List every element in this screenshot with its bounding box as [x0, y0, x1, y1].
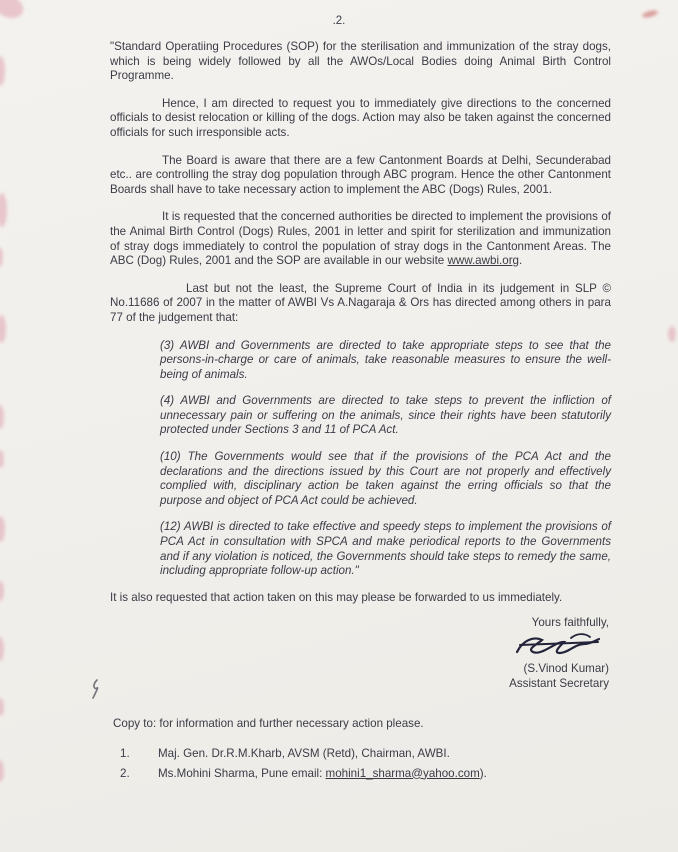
- scan-artifact: [0, 637, 4, 661]
- scan-artifact: [0, 56, 5, 86]
- scan-artifact: [0, 698, 4, 716]
- signature: [511, 631, 603, 661]
- copy-item-number: 1.: [120, 747, 130, 760]
- copy-item: [120, 747, 611, 762]
- valediction: Yours faithfully,: [531, 616, 609, 630]
- signature-block: [110, 615, 609, 691]
- closing-request: It is also requested that action taken on this may please be forwarded to us immediately.: [110, 590, 563, 604]
- scan-artifact: [668, 326, 676, 342]
- scan-artifact: [0, 581, 4, 601]
- signatory-title: Assistant Secretary: [509, 677, 609, 691]
- letter-body: [110, 40, 611, 781]
- quote-para-4: (4) AWBI and Governments are directed to take steps to prevent the infliction of unnecessary pain or suffering on the animals, since their rights have been statutorily protected under Sections 3 and 11 of PCA Act.: [160, 394, 611, 437]
- paragraph-sop: "Standard Operatiing Procedures (SOP) for the sterilisation and immunization of the stray dogs, which is being widely followed by all the AWOs/Local Bodies doing Animal Birth Control Programme.: [110, 40, 611, 83]
- signatory-name: (S.Vinod Kumar): [523, 662, 609, 676]
- quote-para-10: (10) The Governments would see that if the provisions of the PCA Act and the declarations and the directions issued by this Court are not properly and effectively complied with, disciplinary action be taken against the erring officials so that the purpose and object of PCA Act could be achieved.: [160, 450, 611, 507]
- copy-item: [120, 767, 611, 782]
- copy-to-heading: Copy to: for information and further necessary action please.: [113, 717, 424, 731]
- copy-item-number: 2.: [120, 766, 130, 780]
- copy-item-text-before-email: Ms.Mohini Sharma, Pune email:: [158, 766, 326, 780]
- scan-artifact: [0, 450, 4, 468]
- paragraph-hence: Hence, I am directed to request you to immediately give directions to the concerned officials to desist relocation or killing of the dogs. Action may also be taken against the concerned officials for such irresponsible acts.: [110, 96, 611, 139]
- email-link[interactable]: mohini1_sharma@yahoo.com: [325, 766, 480, 780]
- quote-para-12: (12) AWBI is directed to take effective and speedy steps to implement the provisions of PCA Act in consultation with SPCA and make periodical reports to the Governments and if any violation is noticed, the Governments should take steps to remedy the same, including appropriate follow-up action.": [160, 520, 611, 578]
- page-number: .2.: [332, 15, 346, 27]
- paragraph-abc-rules-period: .: [519, 254, 523, 268]
- scan-artifact: [0, 516, 5, 542]
- scan-artifact: [0, 315, 6, 343]
- awbi-website-link[interactable]: www.awbi.org: [447, 254, 520, 268]
- scan-artifact: [0, 193, 7, 227]
- paragraph-abc-rules: [110, 210, 611, 268]
- copy-item-text-after-email: ).: [479, 766, 487, 780]
- quote-para-3: (3) AWBI and Governments are directed to take appropriate steps to see that the persons-in-charge or care of animals, take reasonable measures to ensure the well-being of animals.: [160, 338, 611, 381]
- pencil-mark: [88, 678, 102, 700]
- copy-item-text: [158, 767, 487, 782]
- paragraph-cantonment-boards: The Board is aware that there are a few Cantonment Boards at Delhi, Secunderabad etc.. are controlling the stray dog population through ABC program. Hence the other Cantonment Boards shall have to take necessary action to implement the ABC (Dogs) Rules, 2001.: [110, 153, 611, 196]
- scan-artifact: [0, 405, 4, 429]
- paragraph-abc-rules-text: It is requested that the concerned authorities be directed to implement the provisions of the Animal Birth Control (Dogs) Rules, 2001 in letter and spirit for sterilization and immunization of stray dogs immediately to control the population of stray dogs in the Cantonment Areas. The ABC (Dog) Rules, 2001 and the SOP are available in our website: [110, 210, 611, 268]
- scan-artifact: [0, 247, 3, 267]
- scan-artifact: [0, 760, 4, 782]
- copy-item-text: Maj. Gen. Dr.R.M.Kharb, AVSM (Retd), Chairman, AWBI.: [158, 747, 450, 760]
- paragraph-supreme-court: Last but not the least, the Supreme Court of India in its judgement in SLP © No.11686 of 2007 in the matter of AWBI Vs A.Nagaraja & Ors has directed among others in para 77 of the judgement that:: [110, 281, 611, 324]
